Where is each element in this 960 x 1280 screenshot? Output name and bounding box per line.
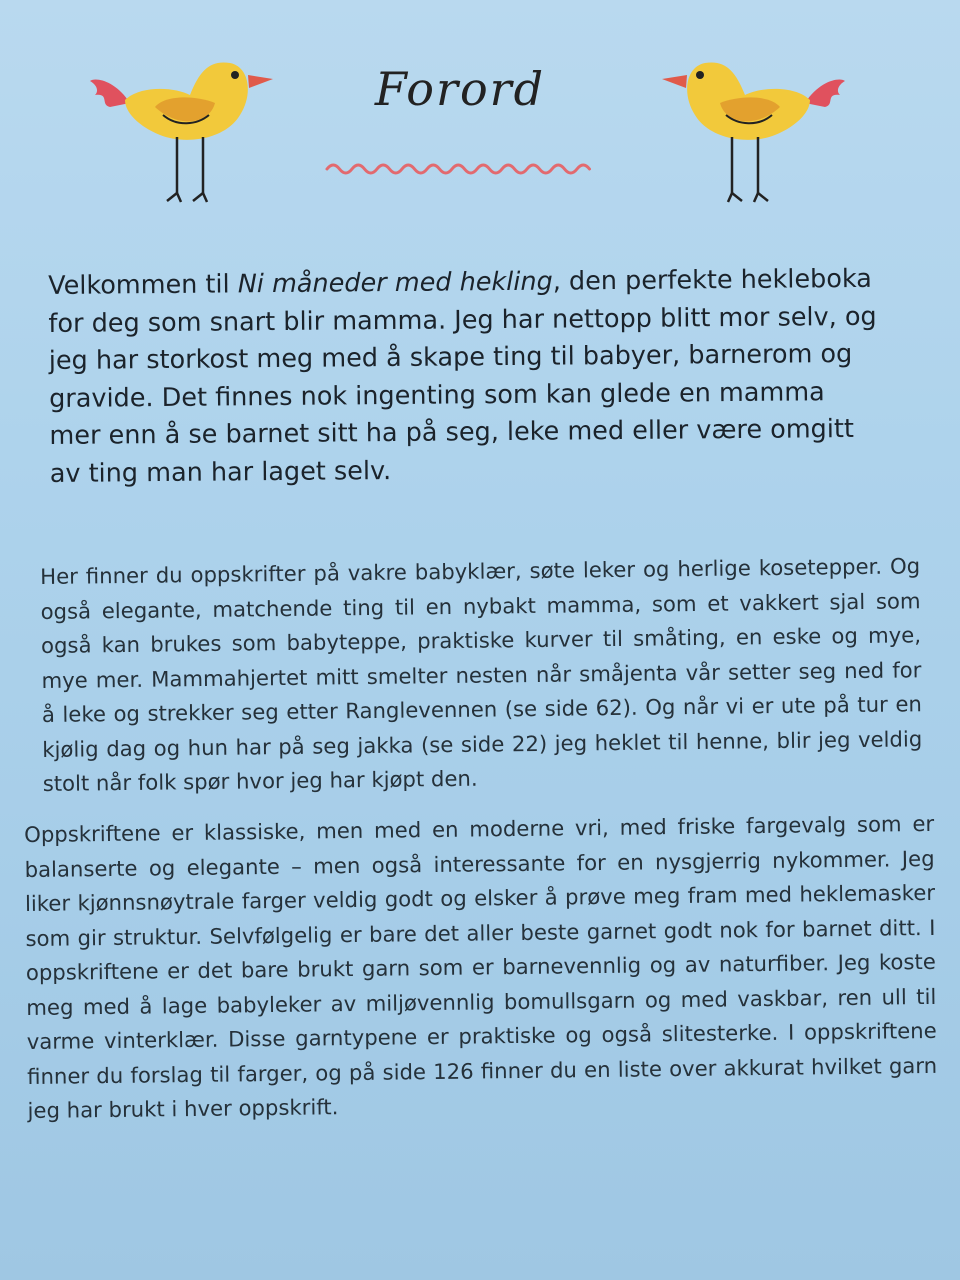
- wave-divider-icon: [325, 158, 600, 180]
- intro-paragraph: [48, 261, 880, 493]
- intro-text-start: Velkommen til: [48, 269, 238, 301]
- book-title: Ni måneder med hekling: [237, 266, 553, 300]
- body-paragraph-1: Her finner du oppskrifter på vakre babyklær, søte leker og herlige kosetepper. Og også elegante, matchende ting til en nybakt mamma, som et vakkert sjal som også kan brukes som babyteppe, praktiske kurver til småting, en eske og mye, mye mer. Mammahjertet mitt smelter nesten når småjenta vår setter seg ned for å leke og strekker seg etter Ranglevennen (se side 62). Og når vi er ute på tur en kjølig dag og hun har på seg jakka (se side 22) jeg heklet til henne, blir jeg veldig stolt når folk spør hvor jeg har kjøpt den.: [40, 553, 923, 796]
- bird-right-icon: [650, 55, 850, 205]
- page-title: Forord: [374, 62, 546, 116]
- body-paragraph-2: Oppskriftene er klassiske, men med en moderne vri, med friske fargevalg som er balanserte og elegante – men også interessante for en nysgjerrig nykommer. Jeg liker kjønnsnøytrale farger veldig godt og elsker å prøve meg fram med heklemasker som gir struktur. Selvfølgelig er bare det aller beste garnet godt nok for barnet ditt. I oppskriftene er det bare brukt garn som er barnevennlig og av naturfiber. Jeg koste meg med å lage babyleker av miljøvennlig bomullsgarn og med vaskbar, ren ull til varme vinterklær. Disse garntypene er praktiske og også slitesterke. I oppskriftene finner du forslag til farger, og på side 126 finner du en liste over akkurat hvilket garn jeg har brukt i hver oppskrift.: [24, 810, 938, 1123]
- intro-text-end: , den perfekte hekleboka for deg som snart blir mamma. Jeg har nettopp blitt mor selv, og jeg har storkost meg med å skape ting til babyer, barnerom og gravide. Det finnes nok ingenting som kan glede en mamma mer enn å se barnet sitt ha på seg, leke med eller være omgitt av ting man har laget selv.: [48, 263, 877, 489]
- bird-left-icon: [85, 55, 285, 205]
